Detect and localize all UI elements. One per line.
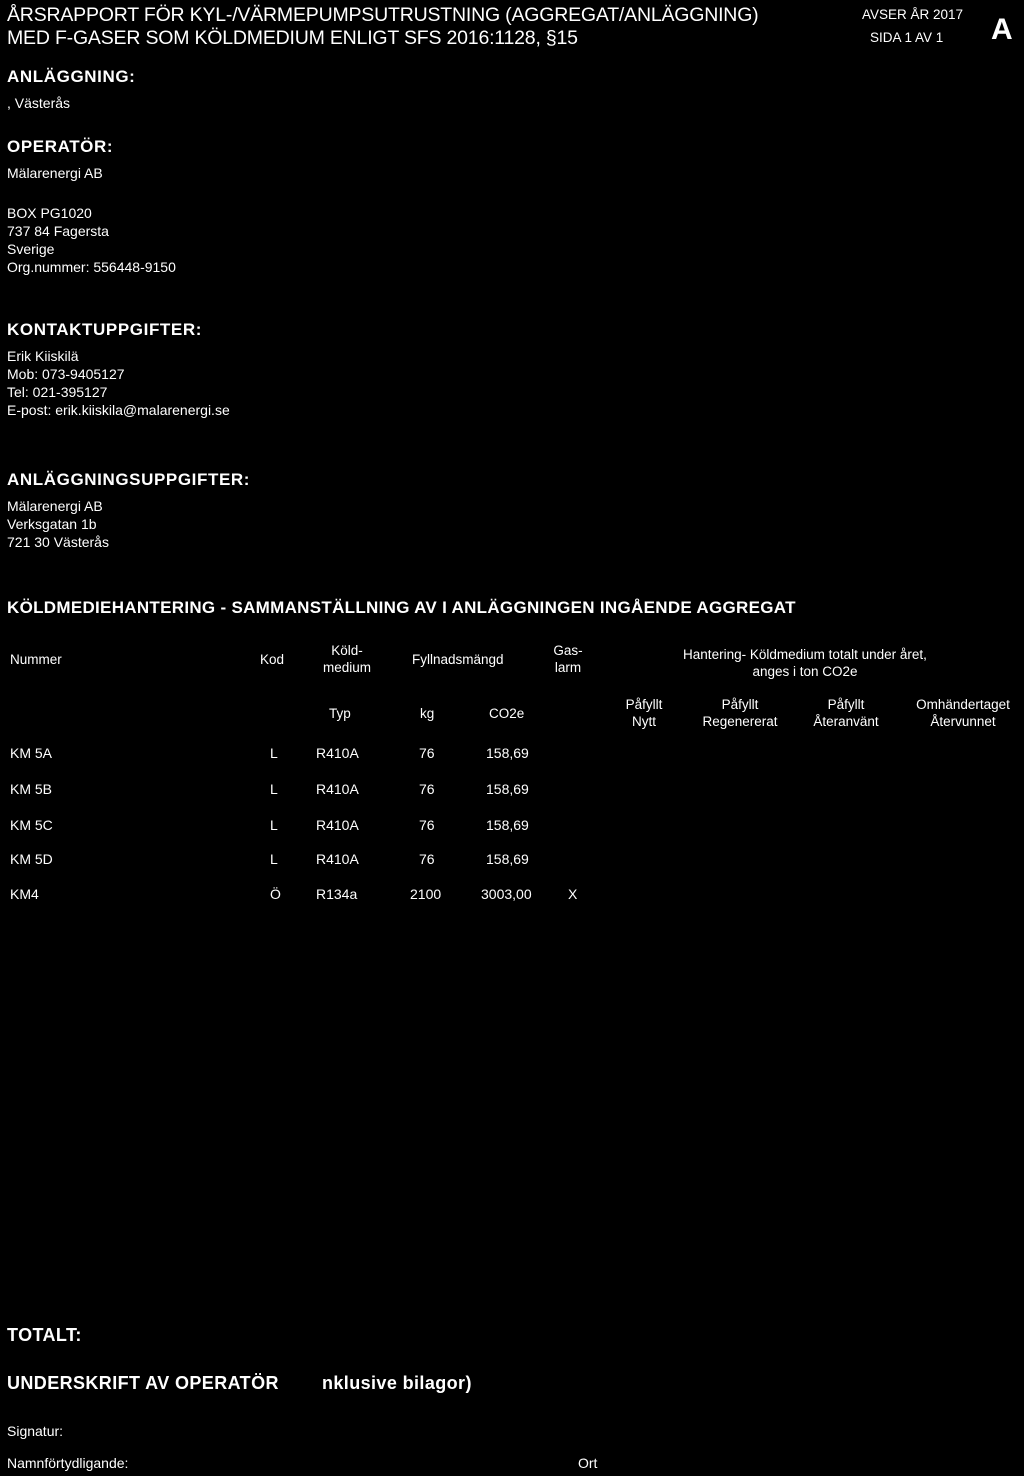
col-header-kod: Kod [260, 652, 285, 667]
anlaggningsuppgifter-line: Verksgatan 1b [7, 516, 97, 532]
operator-address-line: BOX PG1020 [7, 205, 92, 221]
cell-nummer: KM 5D [10, 851, 53, 867]
cell-nummer: KM 5C [10, 817, 53, 833]
kontakt-mobile: Mob: 073-9405127 [7, 366, 125, 382]
col-header-line: Påfyllt [625, 697, 663, 712]
col-header-koldmedium-line: Köld- [331, 643, 363, 658]
col-header-line: Återanvänt [813, 714, 879, 729]
anlaggning-location: , Västerås [7, 95, 71, 111]
cell-co2e: 3003,00 [481, 886, 532, 902]
cell-kod: L [270, 781, 278, 797]
operator-heading: OPERATÖR: [7, 137, 114, 156]
operator-address-line: 737 84 Fagersta [7, 223, 109, 239]
cell-kg: 2100 [410, 886, 442, 902]
cell-kod: L [270, 817, 278, 833]
ort-label: Ort [578, 1455, 598, 1471]
namnfortydligande-label: Namnförtydligande: [7, 1455, 129, 1471]
col-header-co2e: CO2e [489, 706, 525, 721]
cell-co2e: 158,69 [486, 745, 529, 761]
col-header-fyllnadsmangd: Fyllnadsmängd [412, 652, 504, 667]
cell-co2e: 158,69 [486, 817, 529, 833]
col-header-koldmedium-line: medium [322, 660, 371, 675]
cell-typ: R410A [316, 781, 359, 797]
col-header-typ: Typ [329, 706, 351, 721]
col-header-koldmedium [310, 642, 384, 676]
cell-nummer: KM4 [10, 886, 39, 902]
cell-nummer: KM 5A [10, 745, 53, 761]
col-header-kg: kg [420, 706, 435, 721]
col-header-line: Omhändertaget [916, 697, 1010, 712]
col-header-omhandertaget [906, 696, 1020, 730]
cell-kg: 76 [419, 745, 435, 761]
operator-address-line: Sverige [7, 241, 55, 257]
koldmedie-heading: KÖLDMEDIEHANTERING - SAMMANSTÄLLNING AV I ANLÄGGNINGEN INGÅENDE AGGREGAT [7, 598, 796, 617]
cell-typ: R134a [316, 886, 358, 902]
col-header-nummer: Nummer [10, 652, 62, 667]
operator-org-number: Org.nummer: 556448-9150 [7, 259, 176, 275]
page-number: SIDA 1 AV 1 [870, 30, 944, 45]
col-header-pafyllt-ateranvant [800, 696, 892, 730]
underskrift-heading: UNDERSKRIFT AV OPERATÖR [7, 1373, 279, 1393]
report-year: AVSER ÅR 2017 [862, 7, 964, 22]
anlaggningsuppgifter-heading: ANLÄGGNINGSUPPGIFTER: [7, 470, 251, 489]
cell-kod: Ö [270, 886, 281, 902]
col-header-line: Återvunnet [930, 714, 996, 729]
cell-kg: 76 [419, 851, 435, 867]
col-header-gaslarm-line: Gas- [553, 643, 583, 658]
cell-nummer: KM 5B [10, 781, 53, 797]
col-header-pafyllt-regenererat [688, 696, 792, 730]
underskrift-suffix: nklusive bilagor) [322, 1373, 472, 1393]
cell-typ: R410A [316, 817, 359, 833]
report-title-line2: MED F-GASER SOM KÖLDMEDIUM ENLIGT SFS 2016:1128, §15 [7, 27, 578, 49]
col-header-line: Regenererat [702, 714, 778, 729]
kontakt-email: E-post: erik.kiiskila@malarenergi.se [7, 402, 230, 418]
col-header-hantering-line: anges i ton CO2e [752, 664, 858, 679]
col-header-gaslarm [548, 642, 588, 676]
anlaggningsuppgifter-line: 721 30 Västerås [7, 534, 109, 550]
col-header-line: Påfyllt [721, 697, 759, 712]
cell-kg: 76 [419, 781, 435, 797]
cell-kg: 76 [419, 817, 435, 833]
report-title-line1: ÅRSRAPPORT FÖR KYL-/VÄRMEPUMPSUTRUSTNING (AGGREGAT/ANLÄGGNING) [7, 4, 759, 26]
totalt-heading: TOTALT: [7, 1325, 82, 1345]
anlaggningsuppgifter-line: Mälarenergi AB [7, 498, 103, 514]
cell-co2e: 158,69 [486, 781, 529, 797]
operator-name: Mälarenergi AB [7, 165, 103, 181]
cell-typ: R410A [316, 745, 359, 761]
kontakt-heading: KONTAKTUPPGIFTER: [7, 320, 202, 339]
cell-typ: R410A [316, 851, 359, 867]
col-header-pafyllt-nytt [612, 696, 676, 730]
signatur-label: Signatur: [7, 1423, 64, 1439]
kontakt-name: Erik Kiiskilä [7, 348, 79, 364]
col-header-line: Nytt [631, 714, 656, 729]
col-header-hantering-line: Hantering- Köldmedium totalt under året, [683, 647, 927, 662]
corner-letter: A [991, 13, 1013, 46]
anlaggning-heading: ANLÄGGNING: [7, 67, 136, 86]
col-header-hantering [640, 646, 970, 680]
col-header-line: Påfyllt [827, 697, 865, 712]
cell-kod: L [270, 745, 278, 761]
cell-gaslarm: X [568, 886, 578, 902]
col-header-gaslarm-line: larm [554, 660, 582, 675]
kontakt-phone: Tel: 021-395127 [7, 384, 108, 400]
cell-co2e: 158,69 [486, 851, 529, 867]
cell-kod: L [270, 851, 278, 867]
